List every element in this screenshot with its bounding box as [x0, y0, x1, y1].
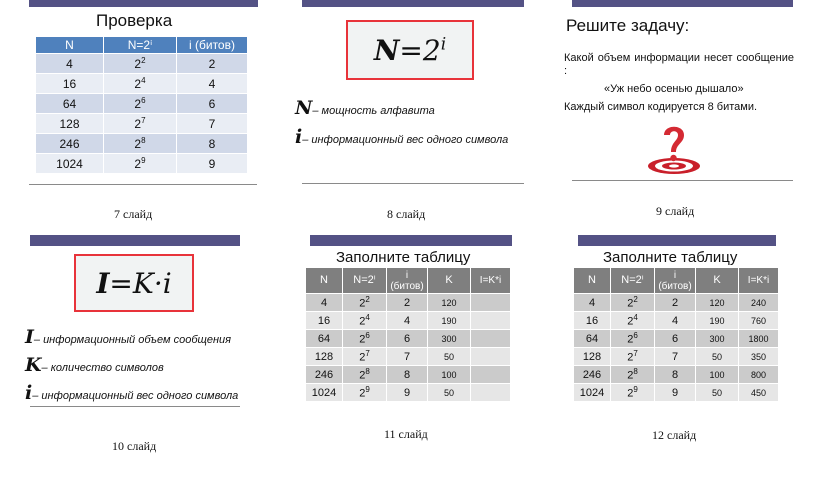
power-base: 2	[627, 333, 634, 346]
cell-k: 120	[428, 294, 471, 312]
cell-n: 64	[306, 330, 343, 348]
table-row	[574, 312, 779, 330]
cell-n: 1024	[306, 384, 343, 402]
cell-k: 300	[696, 330, 739, 348]
def-volume-text: – информационный объем сообщения	[33, 334, 232, 346]
cell-power	[611, 294, 655, 312]
slide11-table	[305, 267, 511, 402]
cell-n: 16	[306, 312, 343, 330]
table-row	[306, 366, 511, 384]
slide11-caption: 11 слайд	[384, 427, 428, 441]
slide7-title: Проверка	[96, 11, 173, 30]
def-n-symbol: N	[295, 97, 313, 119]
cell-power	[343, 312, 387, 330]
cell-n: 246	[36, 134, 104, 154]
cell-bits: 2	[177, 54, 248, 74]
formula-equals: =	[399, 33, 423, 67]
cell-k: 120	[696, 294, 739, 312]
cell-power	[104, 54, 177, 74]
col-header-total: I=K*i	[471, 268, 511, 294]
power-exponent: 2	[141, 56, 146, 65]
cell-power	[104, 74, 177, 94]
power-base: 2	[359, 333, 366, 346]
table-row	[574, 330, 779, 348]
formula-i-symbol: I	[96, 266, 110, 300]
slide8-formula-box	[346, 20, 474, 80]
power-exponent: 4	[141, 76, 146, 85]
cell-n: 1024	[574, 384, 611, 402]
slide8-caption: 8 слайд	[387, 207, 426, 221]
cell-k: 50	[696, 384, 739, 402]
slide9-quote: «Уж небо осенью дышало»	[604, 83, 744, 95]
table-row	[36, 134, 248, 154]
power-exponent: 4	[365, 313, 370, 323]
slide10-def-i-weight	[25, 382, 238, 404]
slide8-divider	[302, 183, 524, 184]
table-row	[306, 312, 511, 330]
slide9-header-bar	[572, 0, 793, 7]
table-row	[36, 114, 248, 134]
def-weight-text: – информационный вес одного символа	[32, 390, 239, 402]
cell-power	[104, 114, 177, 134]
cell-power	[343, 330, 387, 348]
cell-power	[611, 348, 655, 366]
cell-n: 4	[574, 294, 611, 312]
cell-power	[343, 348, 387, 366]
col-header-k: K	[428, 268, 471, 294]
cell-total	[471, 294, 511, 312]
slide8-def-i	[295, 126, 508, 148]
cell-power	[104, 154, 177, 174]
slide10-divider	[30, 406, 240, 407]
cell-n: 128	[574, 348, 611, 366]
slide7-caption: 7 слайд	[114, 207, 153, 221]
col-header-bits: i (битов)	[655, 268, 696, 294]
power-base: 2	[134, 157, 142, 171]
power-base: 2	[134, 97, 142, 111]
col-header-n: N	[36, 37, 104, 54]
power-exponent: 8	[633, 367, 638, 377]
cell-power	[343, 384, 387, 402]
power-exponent: 9	[365, 385, 370, 395]
cell-bits: 6	[177, 94, 248, 114]
power-base: 2	[359, 315, 366, 328]
power-exponent: 8	[141, 136, 146, 145]
cell-k: 100	[696, 366, 739, 384]
cell-n: 128	[306, 348, 343, 366]
power-exponent: 9	[141, 156, 146, 165]
slide9-divider	[572, 180, 793, 181]
def-weight-symbol: i	[25, 382, 33, 404]
slide12-header-bar	[578, 235, 776, 246]
cell-k: 300	[428, 330, 471, 348]
cell-power	[611, 366, 655, 384]
cell-n: 246	[306, 366, 343, 384]
cell-bits: 4	[177, 74, 248, 94]
slide10-caption: 10 слайд	[112, 439, 157, 453]
power-exponent: 9	[633, 385, 638, 395]
power-exponent: 6	[633, 331, 638, 341]
cell-bits: 6	[387, 330, 428, 348]
cell-total: 240	[739, 294, 779, 312]
col-header-k: K	[696, 268, 739, 294]
power-base: 2	[359, 369, 366, 382]
power-base: 2	[134, 137, 142, 151]
power-base: 2	[627, 351, 634, 364]
table-row	[306, 384, 511, 402]
power-exponent: 2	[365, 295, 370, 305]
question-target-icon	[645, 118, 703, 176]
slide11-title: Заполните таблицу	[336, 249, 471, 266]
power-exponent: 4	[633, 313, 638, 323]
slide12-caption: 12 слайд	[652, 428, 697, 442]
cell-power	[611, 330, 655, 348]
slide12-title: Заполните таблицу	[603, 249, 738, 266]
cell-n: 4	[36, 54, 104, 74]
power-base: 2	[134, 57, 142, 71]
cell-power	[104, 134, 177, 154]
cell-bits: 9	[655, 384, 696, 402]
power-exponent: 2	[633, 295, 638, 305]
cell-total	[471, 330, 511, 348]
table-row	[36, 154, 248, 174]
table-row	[36, 74, 248, 94]
formula-base: 2	[422, 33, 441, 67]
cell-k: 190	[428, 312, 471, 330]
col-header-bits: i (битов)	[387, 268, 428, 294]
cell-total	[471, 348, 511, 366]
slide7-header-bar	[29, 0, 258, 7]
cell-bits: 2	[655, 294, 696, 312]
slide10-def-k	[25, 354, 164, 376]
cell-power	[611, 312, 655, 330]
slide10-formula	[96, 267, 171, 300]
def-k-symbol: K	[25, 354, 42, 376]
cell-n: 128	[36, 114, 104, 134]
col-header-formula: N=2ⁱ	[611, 268, 655, 294]
col-header-formula: N=2ⁱ	[104, 37, 177, 54]
table-row	[574, 384, 779, 402]
table-row	[574, 348, 779, 366]
cell-bits: 8	[177, 134, 248, 154]
col-header-bits: i (битов)	[177, 37, 248, 54]
cell-n: 246	[574, 366, 611, 384]
slide10-formula-box	[74, 254, 194, 312]
power-base: 2	[359, 387, 366, 400]
power-exponent: 8	[365, 367, 370, 377]
table-row	[306, 294, 511, 312]
def-i-text: – информационный вес одного символа	[302, 134, 509, 146]
cell-n: 16	[574, 312, 611, 330]
cell-k: 100	[428, 366, 471, 384]
power-base: 2	[359, 351, 366, 364]
cell-bits: 8	[655, 366, 696, 384]
table-row	[36, 94, 248, 114]
slide8-def-n	[295, 97, 435, 119]
def-k-text: – количество символов	[41, 362, 164, 374]
cell-power	[611, 384, 655, 402]
cell-n: 1024	[36, 154, 104, 174]
col-header-total: I=K*i	[739, 268, 779, 294]
cell-n: 64	[574, 330, 611, 348]
col-header-formula: N=2ⁱ	[343, 268, 387, 294]
cell-k: 50	[428, 384, 471, 402]
slide9-title: Решите задачу:	[566, 16, 690, 35]
cell-k: 50	[428, 348, 471, 366]
cell-k: 50	[696, 348, 739, 366]
cell-n: 64	[36, 94, 104, 114]
slide7-table	[35, 36, 248, 174]
slide9-line1: Какой объем информации несет сообщение :	[564, 52, 794, 77]
cell-bits: 4	[387, 312, 428, 330]
cell-power	[343, 366, 387, 384]
cell-total: 760	[739, 312, 779, 330]
slide7-divider	[29, 184, 257, 185]
power-exponent: 7	[141, 116, 146, 125]
power-base: 2	[627, 297, 634, 310]
formula-i: i	[162, 266, 172, 300]
cell-bits: 9	[387, 384, 428, 402]
cell-total: 450	[739, 384, 779, 402]
def-volume-symbol: I	[25, 326, 34, 348]
formula-k: K	[132, 266, 154, 300]
cell-n: 4	[306, 294, 343, 312]
formula-exponent: i	[440, 34, 447, 55]
slide12-table	[573, 267, 779, 402]
cell-total	[471, 366, 511, 384]
power-base: 2	[627, 315, 634, 328]
table-row	[306, 330, 511, 348]
cell-bits: 7	[177, 114, 248, 134]
power-base: 2	[627, 369, 634, 382]
cell-bits: 2	[387, 294, 428, 312]
def-i-symbol: i	[295, 126, 303, 148]
table-row	[574, 366, 779, 384]
formula-equals: =	[109, 266, 133, 300]
cell-n: 16	[36, 74, 104, 94]
cell-bits: 9	[177, 154, 248, 174]
cell-k: 190	[696, 312, 739, 330]
formula-dot: ·	[153, 266, 163, 300]
power-base: 2	[359, 297, 366, 310]
cell-bits: 4	[655, 312, 696, 330]
slide10-header-bar	[30, 235, 240, 246]
cell-total	[471, 384, 511, 402]
cell-power	[343, 294, 387, 312]
slide9-line3: Каждый символ кодируется 8 битами.	[564, 101, 758, 113]
slide9-caption: 9 слайд	[656, 204, 695, 218]
formula-n-symbol: N	[373, 33, 400, 67]
cell-total	[471, 312, 511, 330]
power-base: 2	[134, 117, 142, 131]
cell-bits: 7	[387, 348, 428, 366]
col-header-n: N	[574, 268, 611, 294]
table-row	[306, 348, 511, 366]
power-exponent: 6	[141, 96, 146, 105]
col-header-n: N	[306, 268, 343, 294]
table-row	[36, 54, 248, 74]
cell-total: 1800	[739, 330, 779, 348]
power-exponent: 7	[365, 349, 370, 359]
table-row	[574, 294, 779, 312]
cell-total: 800	[739, 366, 779, 384]
power-base: 2	[134, 77, 142, 91]
cell-bits: 7	[655, 348, 696, 366]
slide10-def-i-volume	[25, 326, 231, 348]
power-exponent: 6	[365, 331, 370, 341]
slide8-formula	[374, 34, 446, 67]
cell-bits: 8	[387, 366, 428, 384]
cell-total: 350	[739, 348, 779, 366]
power-exponent: 7	[633, 349, 638, 359]
cell-power	[104, 94, 177, 114]
slide11-header-bar	[310, 235, 512, 246]
power-base: 2	[627, 387, 634, 400]
slide8-header-bar	[302, 0, 524, 7]
cell-bits: 6	[655, 330, 696, 348]
def-n-text: – мощность алфавита	[312, 105, 435, 117]
